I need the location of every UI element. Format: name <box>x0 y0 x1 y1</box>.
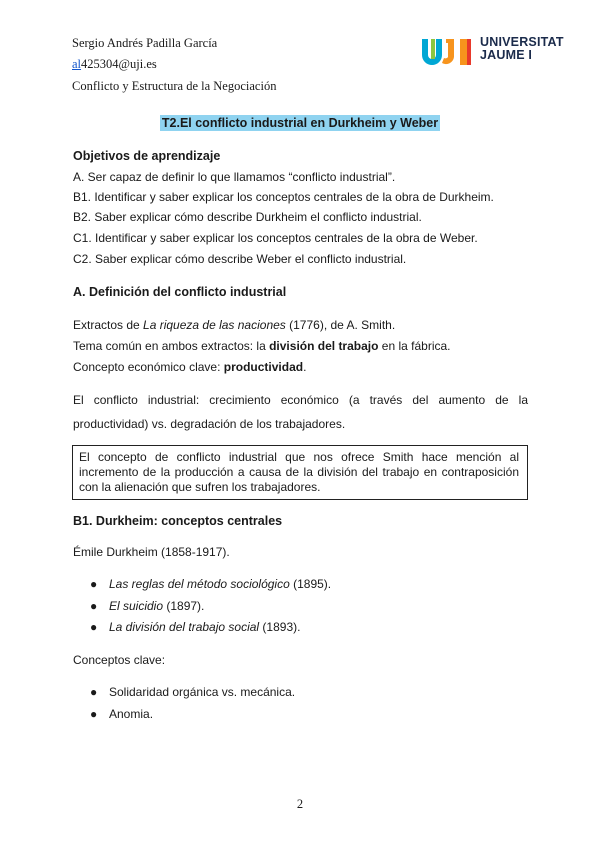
summary-box: El concepto de conflicto industrial que nos ofrece Smith hace mención al incremento de la producción a causa de la división del trabajo en contraposición con la alienación que sufren los trabajadores. <box>72 445 528 500</box>
section-a-paragraph: El conflicto industrial: crecimiento económico (a través del aumento de la productividad) vs. degradación de los trabajadores. <box>73 393 528 431</box>
bullet: ● <box>90 620 98 634</box>
objective-item: B1. Identificar y saber explicar los conceptos centrales de la obra de Durkheim. <box>73 190 494 204</box>
text-span: Extractos de <box>73 318 144 332</box>
section-a-heading: A. Definición del conflicto industrial <box>73 285 287 299</box>
concepts-label: Conceptos clave: <box>73 653 166 667</box>
text-span: Tema común en ambos extractos: la <box>73 339 270 353</box>
objectives-heading: Objetivos de aprendizaje <box>73 149 221 163</box>
work-title: La división del trabajo social <box>109 620 260 634</box>
university-logo <box>420 33 565 69</box>
objective-item: B2. Saber explicar cómo describe Durkheim el conflicto industrial. <box>73 210 422 224</box>
text-span: Concepto económico clave: <box>73 360 224 374</box>
email-link[interactable]: al <box>72 57 82 71</box>
bullet: ● <box>90 599 98 613</box>
bullet: ● <box>90 577 98 591</box>
objective-item: C1. Identificar y saber explicar los conceptos centrales de la obra de Weber. <box>73 231 478 245</box>
bold-term: división del trabajo <box>269 339 379 353</box>
text-span: (1776), de A. Smith. <box>285 318 396 332</box>
work-year: (1897). <box>163 599 205 613</box>
bold-term: productividad <box>223 360 304 374</box>
work-item <box>109 600 204 612</box>
section-a-line2 <box>73 340 451 352</box>
text-span: en la fábrica. <box>378 339 451 353</box>
uji-logo-icon <box>420 35 476 67</box>
work-year: (1893). <box>259 620 301 634</box>
email-rest: 425304@uji.es <box>81 57 157 71</box>
author-email[interactable] <box>72 58 157 71</box>
work-title: Las reglas del método sociológico <box>109 577 290 591</box>
logo-line1: UNIVERSITAT <box>480 35 564 49</box>
concept-item: Anomia. <box>109 707 154 721</box>
text-span: . <box>303 360 307 374</box>
course-name: Conflicto y Estructura de la Negociación <box>72 79 277 93</box>
logo-text <box>480 36 564 62</box>
book-title: La riqueza de las naciones <box>143 318 286 332</box>
logo-line2: JAUME I <box>480 48 533 62</box>
page-number: 2 <box>296 797 304 811</box>
section-a-line1 <box>73 319 395 331</box>
bullet: ● <box>90 685 98 699</box>
section-b1-heading: B1. Durkheim: conceptos centrales <box>73 514 283 528</box>
section-a-line3 <box>73 361 306 373</box>
document-title: T2.El conflicto industrial en Durkheim y Weber <box>161 116 439 130</box>
durkheim-intro: Émile Durkheim (1858-1917). <box>73 545 230 559</box>
objective-item: A. Ser capaz de definir lo que llamamos “conflicto industrial”. <box>73 170 396 184</box>
concept-item: Solidaridad orgánica vs. mecánica. <box>109 685 296 699</box>
author-name: Sergio Andrés Padilla García <box>72 36 218 50</box>
work-item <box>109 621 300 633</box>
work-item <box>109 578 331 590</box>
objective-item: C2. Saber explicar cómo describe Weber el conflicto industrial. <box>73 252 407 266</box>
work-year: (1895). <box>289 577 332 591</box>
bullet: ● <box>90 707 98 721</box>
work-title: El suicidio <box>109 599 164 613</box>
title-wrap <box>0 114 600 132</box>
